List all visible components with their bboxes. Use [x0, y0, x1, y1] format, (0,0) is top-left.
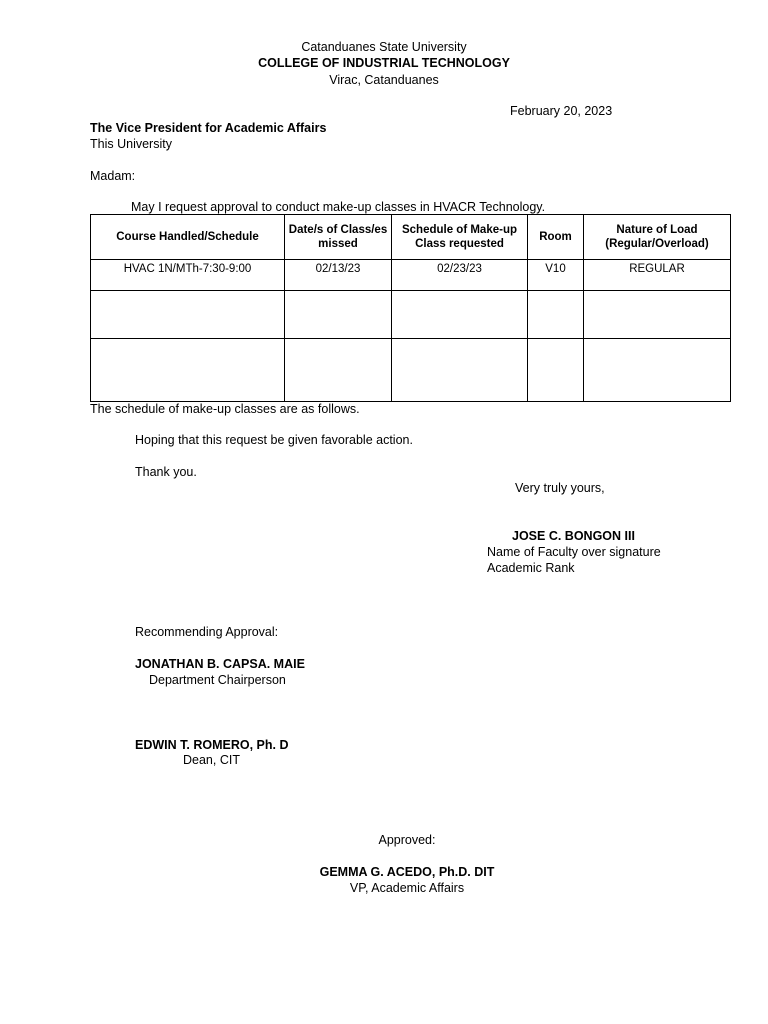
chairperson-title: Department Chairperson	[149, 673, 286, 687]
recipient-org: This University	[90, 137, 172, 151]
college-name: COLLEGE OF INDUSTRIAL TECHNOLOGY	[258, 56, 510, 70]
recipient-title: The Vice President for Academic Affairs	[90, 121, 327, 135]
table-header-row	[91, 215, 731, 260]
table-cell	[392, 291, 528, 339]
dean-title: Dean, CIT	[183, 753, 240, 767]
chairperson-name: JONATHAN B. CAPSA. MAIE	[135, 657, 305, 671]
table-cell: REGULAR	[584, 260, 731, 291]
makeup-class-table	[90, 214, 731, 402]
col-header-nature-of-load: Nature of Load (Regular/Overload)	[584, 215, 731, 260]
table-cell	[584, 339, 731, 402]
vp-title: VP, Academic Affairs	[349, 881, 465, 895]
thank-you: Thank you.	[135, 465, 197, 479]
hoping-paragraph: Hoping that this request be given favorable action.	[135, 433, 413, 447]
vp-name: GEMMA G. ACEDO, Ph.D. DIT	[319, 865, 495, 879]
college-address: Virac, Catanduanes	[329, 73, 439, 87]
salutation: Madam:	[90, 169, 136, 183]
faculty-signature-label: Name of Faculty over signature	[487, 545, 661, 559]
table-cell: 02/23/23	[392, 260, 528, 291]
table-row	[91, 339, 731, 402]
table-cell: HVAC 1N/MTh-7:30-9:00	[91, 260, 285, 291]
faculty-rank-label: Academic Rank	[487, 561, 575, 575]
table-cell	[91, 291, 285, 339]
table-cell	[392, 339, 528, 402]
university-name: Catanduanes State University	[301, 40, 467, 54]
letter-date: February 20, 2023	[510, 104, 613, 118]
col-header-makeup-schedule: Schedule of Make-up Class requested	[392, 215, 528, 260]
approved-label: Approved:	[378, 833, 436, 847]
table-cell	[285, 291, 392, 339]
request-paragraph: May I request approval to conduct make-up classes in HVACR Technology.	[131, 200, 546, 214]
dean-name: EDWIN T. ROMERO, Ph. D	[135, 738, 289, 752]
table-cell: V10	[528, 260, 584, 291]
col-header-room: Room	[528, 215, 584, 260]
table-cell	[584, 291, 731, 339]
table-cell	[285, 339, 392, 402]
table-cell: 02/13/23	[285, 260, 392, 291]
table-row	[91, 291, 731, 339]
col-header-course: Course Handled/Schedule	[91, 215, 285, 260]
table-cell	[528, 339, 584, 402]
faculty-name: JOSE C. BONGON III	[512, 529, 635, 543]
recommending-label: Recommending Approval:	[135, 625, 279, 639]
table-cell	[91, 339, 285, 402]
schedule-note: The schedule of make-up classes are as follows.	[90, 402, 360, 416]
table-row	[91, 260, 731, 291]
complimentary-close: Very truly yours,	[515, 481, 605, 495]
col-header-dates-missed: Date/s of Class/es missed	[285, 215, 392, 260]
table-cell	[528, 291, 584, 339]
